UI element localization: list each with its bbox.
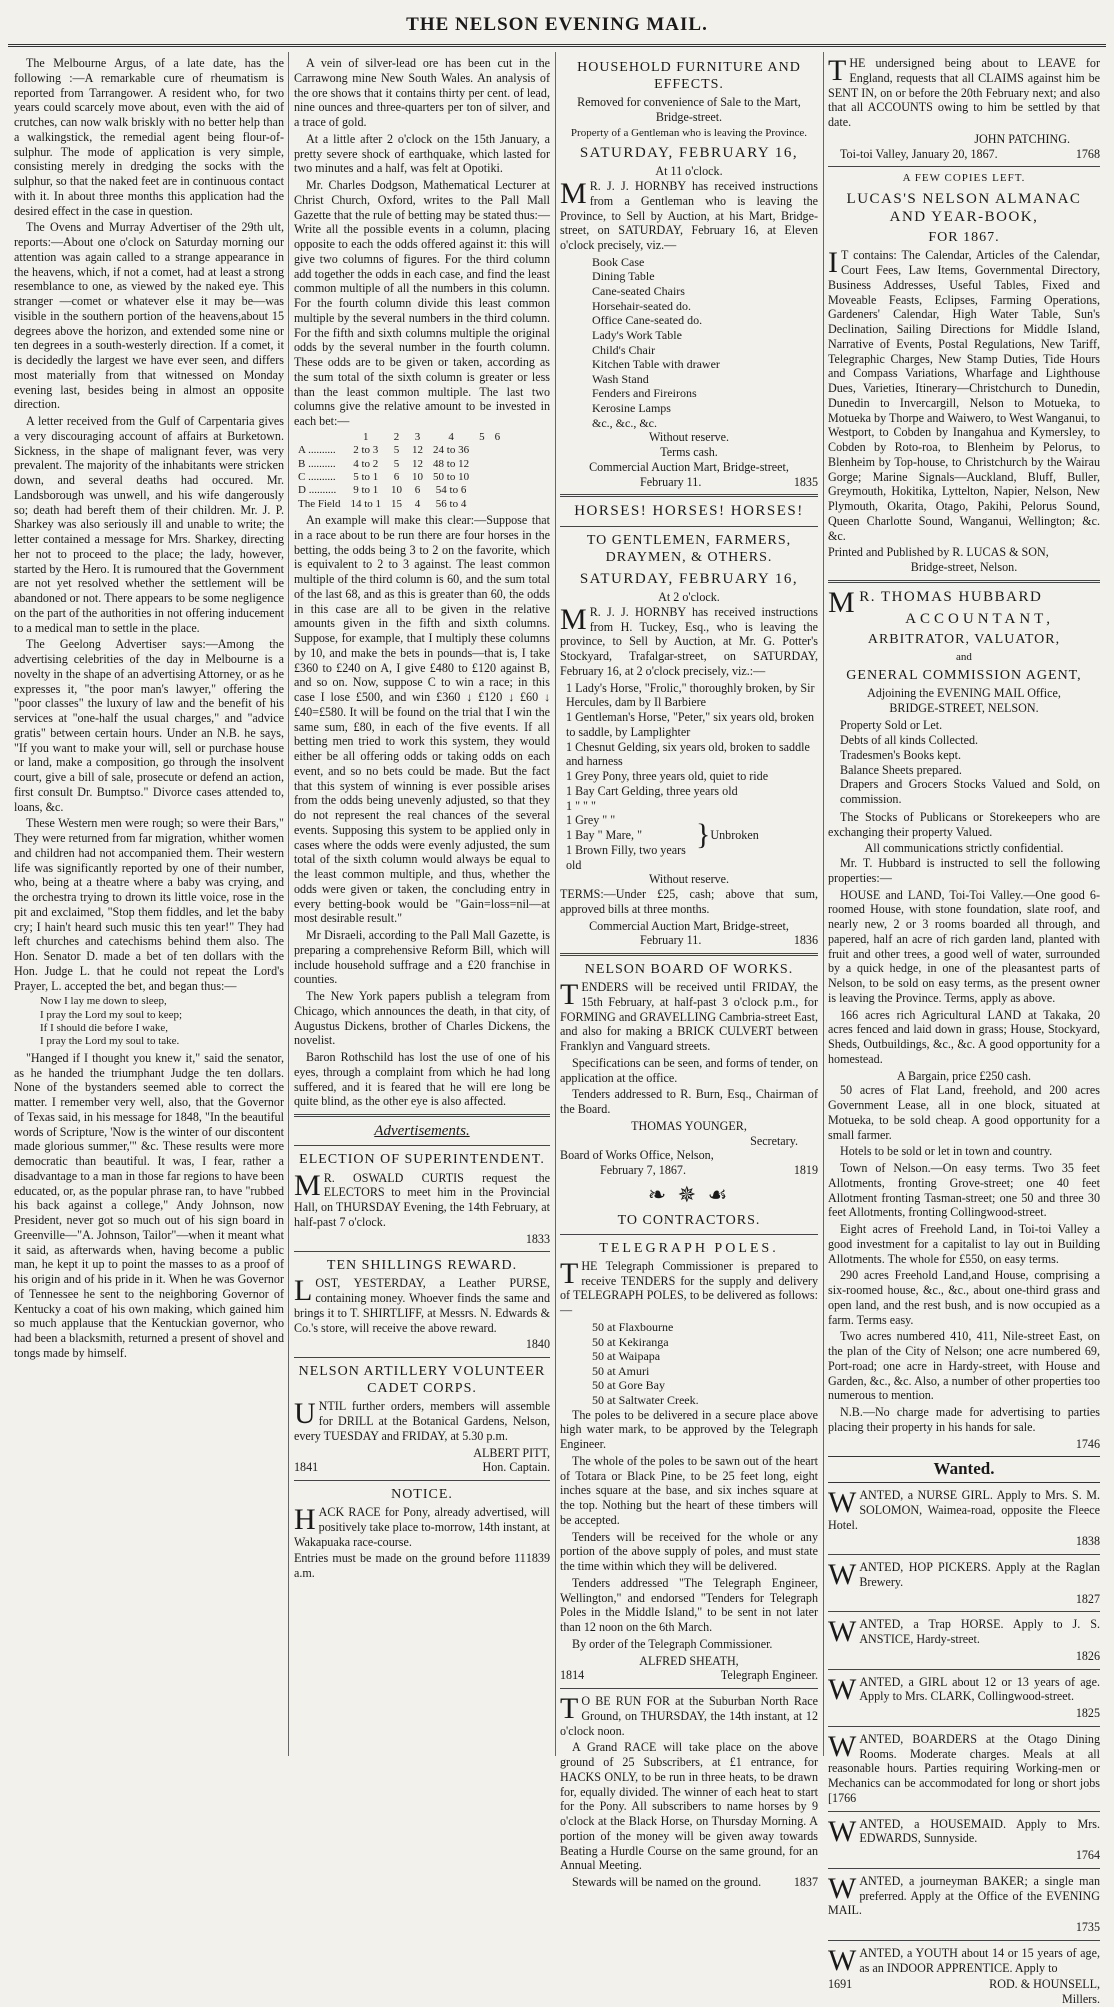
odds-header: 1: [363, 430, 369, 443]
ad-date: February 11.: [640, 474, 702, 489]
wanted-ad: [828, 1729, 1100, 1806]
odds-cell: The Field: [298, 497, 341, 510]
ad-number: 1814: [560, 1668, 585, 1683]
column-divider: [555, 52, 556, 1756]
ad-address: Commercial Auction Mart, Bridge-street,: [589, 918, 789, 933]
wanted-ad: [828, 1943, 1100, 2007]
ad-footer: [560, 933, 818, 948]
odds-cell: 4: [414, 497, 421, 510]
ad-signer: ALBERT PITT,: [473, 1445, 550, 1460]
ad-number: 1819: [793, 1163, 818, 1178]
separator: [294, 1114, 550, 1117]
drop-cap: I: [828, 246, 838, 280]
ad-title: TO CONTRACTORS.: [617, 1212, 761, 1228]
list-item: Office Cane-seated do.: [592, 313, 703, 328]
drop-cap: M: [560, 602, 587, 636]
list-item: &c., &c., &c.: [592, 415, 657, 430]
list-item: 1 " " ": [566, 798, 596, 813]
ad-body: Tenders addressed "The Telegraph Engineer, Wellington," and endorsed "Tenders for Telegraph Poles in the Middle Island," to be sent in not later than 12 noon on the 6th March.: [560, 1575, 818, 1635]
list-item: 1 Bay Cart Gelding, three years old: [566, 783, 738, 798]
wanted-text: ANTED, HOP PICKERS. Apply at the Raglan Brewery.: [859, 1560, 1100, 1589]
separator: [828, 1669, 1100, 1670]
ad-number: 1827: [1075, 1591, 1100, 1606]
odds-header: 4: [448, 430, 454, 443]
unbroken-group: [566, 799, 818, 873]
list-item: Property Sold or Let.: [840, 718, 943, 733]
service-list: [840, 718, 1100, 807]
odds-cell: C ..........: [298, 470, 336, 483]
ad-number: 1735: [1075, 1920, 1100, 1935]
ad-body: Mr. T. Hubbard is instructed to sell the following properties:—: [828, 856, 1100, 885]
separator: [828, 580, 1100, 583]
odds-cell: 14 to 1: [350, 497, 382, 510]
separator: [828, 1811, 1100, 1812]
drop-cap: W: [828, 1943, 857, 1977]
ad-number: 1825: [1075, 1706, 1100, 1721]
drop-cap: L: [294, 1274, 313, 1308]
ad-number: 1691: [828, 1977, 853, 1992]
separator: [560, 526, 818, 527]
ad-note: Without reserve.: [648, 872, 730, 887]
odds-cell: 6: [414, 484, 421, 497]
list-item: Cane-seated Chairs: [592, 284, 685, 299]
odds-cell: 12: [412, 457, 424, 470]
odds-cell: A ..........: [298, 444, 336, 457]
ad-title: HORSES! HORSES! HORSES!: [574, 503, 804, 520]
ad-body: 166 acres rich Agricultural LAND at Takaka, 20 acres fenced and laid down in grass; House, Stockyard, Sheds, Outbuildings, &c., &c. A good opportunity for a homestead.: [828, 1007, 1100, 1066]
list-item: 1 Brown Filly, two years old: [566, 842, 686, 872]
odds-header: 3: [414, 430, 421, 443]
horse-list: [566, 681, 818, 873]
drop-cap: W: [828, 1814, 857, 1848]
ad-number: 1840: [525, 1337, 550, 1352]
ad-body: Tenders will be received for the whole or any portion of the above supply of poles, and must state the time within which they will be delivered.: [560, 1529, 818, 1574]
odds-header: 2: [393, 430, 400, 443]
ad-address: Bridge-street, Nelson.: [910, 560, 1018, 575]
ad-body: Town of Nelson.—On easy terms. Two 35 feet Allotments, fronting Grove-street; one 40 feet Allotment fronting Tasman-street; one 50 and three 30 feet Allotments, fronting Collingwood-street.: [828, 1161, 1100, 1220]
drop-cap: W: [828, 1729, 857, 1763]
ad-signer: ALFRED SHEATH,: [639, 1653, 739, 1668]
list-item: 1 Gentleman's Horse, "Peter," six years old, broken to saddle, by Lamplighter: [566, 710, 815, 739]
ad-address: Toi-toi Valley, January 20, 1867.: [840, 146, 998, 161]
poem-line: Now I lay me down to sleep,: [40, 995, 167, 1008]
article-paragraph: An example will make this clear:—Suppose that in a race about to be run there are four horses in the betting, the odds being 3 to 2 on the favorite, which is equivalent to 2 to 3 against. The least common multiple of the third column is 60, and the sum total of the last 68, and as this is greater than 60, the odds in this case are all to be given in the relative amounts given in the fifth and sixth columns. Suppose, for example, that I multiply these columns by 10, and make the bets in pounds—that is, I take £360 to £240 on A, I give £480 to £120 against B, and so on. Now, suppose C to win a race; in this case I lose £500, and win £360 ↓ £120 ↓ £60 ↓ £40=£580. It will be found on the trial that I win the same sum, £80, in each of the five events. If all betting men tried to work this system, they would either be all offering odds or taking odds on each event, and so no bets could be made. But the fact that this system of winning is ever possible arises from the odds being unevenly adjusted, so that they do not represent the real chances of the several events. Supposing this system to be applied only in cases where the odds were evenly adjusted, the sum total of the sixth column would always be equal to the least common multiple, and thus, whether the odds were given or taken, the concluding entry in every betting-book would be "Gain=loss=nil—at most desirable result.": [294, 513, 550, 926]
drop-cap: W: [828, 1558, 857, 1592]
poem-line: I pray the Lord my soul to keep;: [40, 1008, 183, 1021]
ad-note: Terms cash.: [660, 445, 718, 460]
unbroken-label: Unbroken: [710, 828, 759, 843]
ad-title: NELSON ARTILLERY VOLUNTEER CADET CORPS.: [298, 1364, 546, 1397]
separator: [828, 1868, 1100, 1869]
drop-cap: W: [828, 1486, 857, 1520]
list-item: 1 Grey " ": [566, 813, 616, 828]
odds-row: [298, 471, 505, 484]
column-3: [560, 56, 819, 1890]
ad-number: 1835: [793, 474, 818, 489]
ad-body: I T contains: The Calendar, Articles of the Calendar, Court Fees, Law Items, Governmental Directory, Business Addresses, Useful Tables, Fixed and Moveable Feasts, Eclipses, Farming Operations, Gardeners' Calendar, High Water Table, Sun's Declination, Sailing Directions for Middle Island, Narrative of Events, Postal Regulations, New Tariff, Telegraphic Charges, New Stamp Duties, Tide Hours and Compass Variations, Wharfage and Lighthouse Dues, Varieties, Itinerary—Christchurch to Dunedin, Dunedin to Invercargill, Nelson to Motueka, to Motueka by Thorpe and Waiwero, to West Wanganui, to Westport, to Cobden by Inangahua and Kymersley, to Cobden by Roto-roa, to Blenheim by Pelorus, to Blenheim by Top-house, to Christchurch by the Wairau Gorge; Marine Signals—Auckland, Bluff, Buller, Greymouth, Hokitika, Lyttelton, Napier, Nelson, New Plymouth, Okarita, Otago, Pakihi, Pelorus Sound, Queen Charlotte Sound, Wanganui, Wellington; &c. &c.: [828, 246, 1100, 543]
ad-body: By order of the Telegraph Commissioner.: [572, 1636, 773, 1651]
item-list: [592, 255, 818, 431]
article-paragraph: These Western men were rough; so were their Bars," They were returned from far migration, whither women and children had not accompanied them. Their western life was significantly reported by one of their number, who, being at a theatre where a baby was crying, and the orchestra trying to drown its little voice, rose in the pit and exclaimed, "Stop them fiddles, and let the baby cry; I hain't heard such music this ten year!" They had left churches and catechisms behind them also. The Hon. Senator D. made a bet of ten dollars with the Hon. Judge L. that he could not repeat the Lord's Prayer, L. accepted the bet, and began thus:—: [14, 816, 284, 993]
ad-body: THE Telegraph Commissioner is prepared to receive TENDERS for the supply and delivery of TELEGRAPH POLES, to be delivered as follows:—: [560, 1256, 818, 1318]
ad-body: Eight acres of Freehold Land, in Toi-toi Valley a good investment for a capitalist to lay out in Building Allotments. The whole for £550, on easy terms.: [828, 1222, 1100, 1266]
wanted-heading: Wanted.: [828, 1456, 1100, 1483]
item-list: [592, 1320, 818, 1408]
odds-cell: 5: [393, 444, 400, 457]
column-divider: [823, 52, 824, 1756]
ad-pre-title: A FEW COPIES LEFT.: [902, 172, 1026, 185]
list-item: 50 at Waipapa: [592, 1349, 661, 1364]
ad-title: NOTICE.: [391, 1487, 453, 1503]
ad-address: Board of Works Office, Nelson,: [560, 1148, 714, 1163]
wanted-text: ANTED, a journeyman BAKER; a single man preferred. Apply at the Office of the EVENING MAIL.: [828, 1873, 1100, 1918]
ad-body: 50 acres of Flat Land, freehold, and 200 acres Government Lease, all in one block, situated at Motueka, to be sold cheap. A good opportunity for a small farmer.: [828, 1083, 1100, 1142]
list-item: 1 Bay " Mare, ": [566, 828, 643, 843]
poem: [40, 995, 284, 1049]
wanted-ad: [828, 1672, 1100, 1721]
article-paragraph: A letter received from the Gulf of Carpentaria gives a very discouraging account of affairs at Burketown. Sickness, in the shape of malignant fever, was very prevalent. The majority of the inhabitants were stricken down, and several deaths had occured. Mr. Landsborough was unwell, and his wife dangerously so; death had bereft them of their children. Mr. J. P. Sharkey was also seriously ill and unable to write; the letter contained a message for Mrs. Sharkey, directing her not to proceed to the place; the lady, however, started by the Hero. It is rumoured that the Government are not yet resolved whether the settlement will be abandoned or not. There appears to be some negligence on the part of the authorities in not offering inducement to a medical man to settle in the place.: [14, 414, 284, 635]
list-item: Kerosine Lamps: [592, 401, 671, 416]
column-1: [14, 56, 284, 1754]
list-item: Debts of all kinds Collected.: [840, 733, 979, 748]
ad-title: ELECTION OF SUPERINTENDENT.: [299, 1152, 545, 1168]
ad-body: HOUSE and LAND, Toi-Toi Valley.—One good 6-roomed House, with stone foundation, slate roof, and nearly new, 2 or 3 rooms boarded all through, and papered, half an acre of rich garden land, planted with fruit and other trees, a good well of water, surrounded by a quick hedge, in one of the pleasantest parts of Nelson, to be sold on easy terms, as the present owner is leaving the Province. Terms, apply as above.: [828, 887, 1100, 1005]
separator: [294, 1480, 550, 1481]
ad-number: 1833: [525, 1231, 550, 1246]
ad-title: TELEGRAPH POLES.: [599, 1240, 779, 1256]
ad-number: 1768: [1075, 146, 1100, 161]
ad-signer-title: Telegraph Engineer.: [720, 1668, 818, 1683]
list-item: Wash Stand: [592, 371, 649, 386]
ad-number: 1826: [1075, 1648, 1100, 1663]
odds-cell: D ..........: [298, 484, 337, 497]
ad-body: M R. OSWALD CURTIS request the ELECTORS to meet him in the Provincial Hall, on THURSDAY Evening, the 14th February, at half-past 7 o'clock.: [294, 1168, 550, 1229]
ad-number: 1764: [1075, 1848, 1100, 1863]
wanted-text: ANTED, a Trap HORSE. Apply to J. S. ANSTICE, Hardy-street.: [859, 1617, 1100, 1647]
wanted-ad: [828, 1871, 1100, 1935]
ad-body: UNTIL further orders, members will assemble for DRILL at the Botanical Gardens, Nelson, every TUESDAY and FRIDAY, at 5.30 p.m.: [294, 1397, 550, 1443]
list-item: 50 at Saltwater Creek.: [592, 1393, 699, 1408]
list-item: Horsehair-seated do.: [592, 298, 692, 313]
ornament-icon: ❧ ✵ ☙: [647, 1181, 731, 1207]
ad-footer: [828, 1977, 1100, 2007]
article-paragraph: Baron Rothschild has lost the use of one of his eyes, through a complaint from which he had long suffered, and it is feared that he will ere long be quite blind, as the other eye is also affected.: [294, 1050, 550, 1109]
list-item: Kitchen Table with drawer: [592, 357, 720, 372]
ad-title: TEN SHILLINGS REWARD.: [326, 1258, 518, 1274]
ad-body: Two acres numbered 410, 411, Nile-street East, on the plan of the City of Nelson; one acre numbered 69, Port-road; one acre in Hardy-street, with House and Garden, &c., &c. Also, a number of other properties too numerous to mention.: [828, 1329, 1100, 1403]
separator: [560, 953, 818, 956]
odds-cell: 10: [412, 470, 424, 483]
odds-cell: 15: [391, 497, 403, 510]
separator: [560, 494, 818, 497]
ad-signer-title: Secretary.: [750, 1133, 798, 1148]
ad-body: T O BE RUN FOR at the Suburban North Race Ground, on THURSDAY, the 14th instant, at 12 o'clock noon.: [560, 1692, 818, 1738]
ad-number: 1837: [793, 1875, 818, 1890]
odds-cell: 56 to 4: [435, 497, 467, 510]
ad-footer: [828, 147, 1100, 162]
article-paragraph: Mr. Charles Dodgson, Mathematical Lecturer at Christ Church, Oxford, writes to the Pall Mall Gazette that the rule of betting may be stated thus:—Write all the possible events in a column, placing opposite to each the odds offered against it: this will give two columns of figures. For the third column add together the odds in each case, and find the least common multiple of all the numbers in this column. For the fourth column divide this least common multiple by the several numbers in the third column. For the fifth and sixth columns multiple the original odds by the several number in the fourth column. These odds are to be given or taken, according as the sum total of the sixth column is greater or less than the least common multiple. The last two columns give the relative amount to be invested in each bet:—: [294, 178, 550, 428]
separator: [560, 1234, 818, 1235]
ad-signer-title: Hon. Captain.: [482, 1460, 550, 1475]
ad-body: The whole of the poles to be sawn out of the heart of Totara or Black Pine, to be 25 feet long, eight inches square at the base, and six inches square at the top. Nothing but the heart of these timbers will be accepted.: [560, 1453, 818, 1527]
ad-title: GENERAL COMMISSION AGENT,: [846, 667, 1082, 683]
ad-address: BRIDGE-STREET, NELSON.: [889, 700, 1039, 715]
odds-cell: 12: [412, 444, 424, 457]
ad-number: 1836: [793, 933, 818, 948]
odds-cell: 6: [393, 470, 400, 483]
separator: [828, 1611, 1100, 1612]
odds-header-row: [298, 431, 505, 444]
list-item: Fenders and Fireirons: [592, 386, 697, 401]
ad-address: Adjoining the EVENING MAIL Office,: [867, 685, 1061, 700]
ad-body: Specifications can be seen, and forms of tender, on application at the office.: [560, 1055, 819, 1085]
ad-date: February 11.: [640, 933, 702, 948]
poem-line: I pray the Lord my soul to take.: [40, 1035, 180, 1048]
column-divider: [288, 52, 289, 1756]
drop-cap: M: [828, 585, 857, 619]
drop-cap: M: [294, 1168, 321, 1202]
list-item: Tradesmen's Books kept.: [840, 747, 961, 762]
ad-body: Tenders addressed to R. Burn, Esq., Chairman of the Board.: [560, 1087, 818, 1117]
article-paragraph: Mr Disraeli, according to the Pall Mall Gazette, is preparing a comprehensive Reform Bill, which will include household suffrage and a £20 franchise in counties.: [294, 928, 550, 987]
drop-cap: T: [828, 54, 847, 87]
ad-number: 1841: [294, 1460, 319, 1475]
odds-cell: 48 to 12: [433, 457, 470, 470]
ad-number: 1838: [1075, 1534, 1100, 1549]
separator: [828, 166, 1100, 167]
ad-date: SATURDAY, FEBRUARY 16,: [579, 570, 799, 587]
ad-printer: Printed and Published by R. LUCAS & SON,: [828, 545, 1049, 560]
list-item: 1 Chesnut Gelding, six years old, broken to saddle and harness: [566, 739, 810, 769]
ad-body: 290 acres Freehold Land,and House, comprising a six-roomed house, &c., &c., about one-third grass and open land, and the rest bush, and is now occupied as a farm. Terms easy.: [828, 1268, 1100, 1327]
ad-footer: [294, 1460, 550, 1475]
odds-row: [298, 498, 505, 511]
ad-body: The poles to be delivered in a secure place above high water mark, to be approved by the Telegraph Engineer.: [560, 1407, 818, 1452]
article-paragraph: "Hanged if I thought you knew it," said the senator, as he handed the triumphant Judge the ten dollars. None of the bystanders seemed able to correct the matter. I remember very well, also, that the Governor of Texas said, in his message for 1848, "In the beautiful words of Scripture, 'Now is the winter of our discontent made glorious summer,'" &c. These results were more democratic than beautiful. It was, I fear, rather a disadvantage to a man in those far regions to have been educated, or, as the popular phrase ran, to have "rubbed his back against a college," Andy Johnson, now President, never got so much out of his sign board in Greenville—"A. Johnson, Tailor"—when it meant what it said, as afterwards when, having become a public man, he kept it up to point the masses to as a proof of his origin and of his pride in it. When he was Governor of Tennessee he sent to the neighboring Governor of Kentucky a coat of his own making, which gained him so much applause that the Kentuckian governor, who had been a blacksmith, returned a present of shovel and tongs made by himself.: [14, 1050, 284, 1360]
drop-cap: U: [294, 1397, 316, 1431]
separator: [294, 1145, 550, 1146]
list-item: Balance Sheets prepared.: [840, 762, 962, 777]
column-2: [294, 56, 550, 1754]
column-4: [828, 54, 1100, 2007]
odds-header: 5: [479, 430, 485, 443]
drop-cap: W: [828, 1871, 857, 1905]
ad-body: All communications strictly confidential.: [864, 841, 1064, 856]
list-item: Book Case: [592, 254, 645, 269]
ad-body: HACK RACE for Pony, already advertised, will positively take place to-morrow, 14th instant, at Wakapuaka race-course.: [294, 1503, 550, 1549]
ad-title: NELSON BOARD OF WORKS.: [584, 962, 794, 978]
ad-note: Without reserve.: [648, 430, 730, 445]
list-item: 50 at Kekiranga: [592, 1334, 669, 1349]
ad-signer: JOHN PATCHING.: [974, 131, 1070, 146]
drop-cap: W: [828, 1672, 857, 1706]
ad-subtitle: TO GENTLEMEN, FARMERS, DRAYMEN, & OTHERS.: [586, 532, 792, 565]
ad-body: M R. J. J. HORNBY has received instructions from H. Tuckey, Esq., who is leaving the province, to Sell by Auction, at Mr. G. Potter's Stockyard, Trafalgar-street, on SATURDAY, February 16, at 2 o'clock precisely, viz.:—: [560, 602, 818, 678]
masthead: THE NELSON EVENING MAIL.: [406, 14, 708, 35]
list-item: 50 at Flaxbourne: [592, 1319, 674, 1334]
drop-cap: T: [560, 1256, 579, 1290]
wanted-text: ANTED, a GIRL about 12 or 13 years of age. Apply to Mrs. CLARK, Collingwood-street.: [859, 1674, 1100, 1704]
separator: [560, 1688, 818, 1689]
list-item: Child's Chair: [592, 342, 656, 357]
ad-body: LOST, YESTERDAY, a Leather PURSE, containing money. Whoever finds the same and brings it to T. SHIRTLIFF, at Messrs. N. Edwards & Co.'s store, will receive the above reward.: [294, 1274, 550, 1335]
odds-header: 6: [494, 430, 501, 443]
ad-number: [1766: [828, 1790, 857, 1805]
ad-signer: THOMAS YOUNGER,: [631, 1118, 747, 1133]
odds-row: [298, 444, 505, 457]
drop-cap: H: [294, 1503, 316, 1537]
list-item: 50 at Gore Bay: [592, 1378, 665, 1393]
list-item: Lady's Work Table: [592, 327, 682, 342]
ad-body: N.B.—No charge made for advertising to parties placing their property in his hands for sale.: [828, 1405, 1100, 1434]
ad-body: Entries must be made on the ground before 11 a.m.: [294, 1551, 526, 1581]
ad-body: A Grand RACE will take place on the above ground of 25 Subscribers, at £1 entrance, for HACKS ONLY, to be run in three heats, to be drawn for, equally divided. The winner of each heat to start for the Pony. All subscribers to name horses by 9 o'clock at the Black Horse, on Thursday Morning. A portion of the money will be given away towards Beating a Hurdle Course on the same ground, for an Annual Meeting.: [560, 1740, 818, 1873]
ad-body: Hotels to be sold or let in town and country.: [840, 1144, 1053, 1159]
ad-title: ACCOUNTANT,: [905, 611, 1054, 628]
ad-number: 1746: [1075, 1436, 1100, 1451]
separator: [294, 1251, 550, 1252]
wanted-ad: [828, 1488, 1100, 1549]
odds-table: [298, 431, 505, 511]
odds-cell: 9 to 1: [353, 484, 379, 497]
odds-cell: 24 to 36: [433, 444, 470, 457]
ad-footer: [560, 1668, 818, 1683]
article-paragraph: The Ovens and Murray Advertiser of the 29th ult, reports:—About one o'clock on Saturday morning our attention was again called to a strange appearance in the heavens, which, if not a comet, had at least a strong resemblance to one, as viewed by the naked eye. This stranger —comet or whatever else it may be—was visible in the southern portion of the heavens,about 15 degrees above the horizon, and extended some nine or ten degrees in a south-westerly direction. If a comet, it is decidedly the largest we have ever seen, and differs most materially from that witnessed on Monday evening last, besides being in almost an opposite direction.: [14, 220, 284, 412]
ad-time: At 2 o'clock.: [658, 590, 720, 605]
ad-footer: [560, 1875, 818, 1890]
separator: [294, 1357, 550, 1358]
odds-cell: 10: [391, 484, 403, 497]
wanted-ad: [828, 1560, 1100, 1606]
odds-cell: 2 to 3: [353, 444, 379, 457]
drop-cap: M: [560, 177, 587, 211]
wanted-ad: [828, 1814, 1100, 1863]
ad-signer: ROD. & HOUNSELL,: [989, 1977, 1100, 1992]
wanted-text: ANTED, BOARDERS at the Otago Dining Rooms. Moderate charges. Meals at all reasonable hours. Parties requiring Working-men or Mechanics can be accommodated for long or short jobs: [828, 1731, 1100, 1791]
list-item: Dining Table: [592, 269, 655, 284]
ad-date: SATURDAY, FEBRUARY 16,: [579, 145, 799, 162]
wanted-text: ANTED, a YOUTH about 14 or 15 years of age, as an INDOOR APPRENTICE. Apply to: [859, 1945, 1100, 1975]
ad-title: ARBITRATOR, VALUATOR,: [867, 632, 1061, 648]
list-item: 1 Grey Pony, three years old, quiet to ride: [566, 769, 769, 784]
ad-subtitle: Property of a Gentleman who is leaving the Province.: [570, 126, 808, 139]
ad-address: Commercial Auction Mart, Bridge-street,: [589, 459, 789, 474]
ad-body: The Stocks of Publicans or Storekeepers who are exchanging their property Valued.: [828, 809, 1100, 839]
drop-cap: T: [560, 978, 579, 1012]
poem-line: If I should die before I wake,: [40, 1022, 168, 1035]
drop-cap: T: [560, 1692, 579, 1726]
odds-row: [298, 484, 505, 497]
odds-cell: 5: [393, 457, 400, 470]
separator: [828, 1554, 1100, 1555]
ad-body: M R. J. J. HORNBY has received instructions from a Gentleman who is leaving the Province, to Sell by Auction, at his Mart, Bridge-street, on SATURDAY, February 16, at Eleven o'clock precisely, viz.—: [560, 177, 818, 253]
odds-cell: 54 to 6: [435, 484, 467, 497]
odds-cell: B ..........: [298, 457, 336, 470]
odds-cell: 4 to 2: [353, 457, 379, 470]
wanted-ad: [828, 1617, 1100, 1663]
separator: [828, 1940, 1100, 1941]
article-paragraph: At a little after 2 o'clock on the 15th January, a pretty severe shock of earthquake, which lasted for two minutes and a half, was felt at Opotiki.: [294, 131, 550, 176]
list-item: 1 Lady's Horse, "Frolic," thoroughly broken, by Sir Hercules, dam by Il Barbiere: [566, 680, 815, 710]
ad-and: and: [956, 650, 972, 663]
ad-body: THE undersigned being about to LEAVE for England, requests that all CLAIMS against him be SENT IN, on or before the 20th February next; and also that all ACCOUNTS owing to him be settled by that date.: [828, 54, 1100, 129]
ad-title: HOUSEHOLD FURNITURE AND EFFECTS.: [577, 60, 801, 93]
odds-row: [298, 458, 505, 471]
drop-cap: W: [828, 1615, 857, 1649]
odds-cell: 5 to 1: [353, 470, 379, 483]
wanted-text: ANTED, a HOUSEMAID. Apply to Mrs. EDWARDS, Sunnyside.: [859, 1816, 1100, 1846]
ad-title: LUCAS'S NELSON ALMANAC AND YEAR-BOOK,: [846, 190, 1082, 225]
ad-time: At 11 o'clock.: [655, 164, 723, 179]
wanted-text: ANTED, a NURSE GIRL. Apply to Mrs. S. M. SOLOMON, Waimea-road, opposite the Fleece Hotel.: [828, 1488, 1100, 1532]
ad-footer: [560, 1163, 818, 1178]
ad-footer: [560, 475, 818, 490]
list-item: Drapers and Grocers Stocks Valued and Sold, on commission.: [840, 777, 1100, 807]
list-item: 50 at Amuri: [592, 1363, 650, 1378]
article-paragraph: The Melbourne Argus, of a late date, has the following :—A remarkable cure of rheumatism is reported from Tarrangower. A resident who, for two years could scarcely move about, even with the aid of crutches, can now walk briskly with no better help than a walkingstick, the remedial agent being flour-of-sulphur. The mode of application is very simple, consisting merely in dredging the socks with the sulphur, so that the naked feet are in continuous contact with it. In about three months this application had the desired effect in the case in question.: [14, 56, 284, 218]
ad-number: 1839: [525, 1551, 550, 1566]
ad-terms: TERMS:—Under £25, cash; above that sum, approved bills at three months.: [560, 887, 818, 916]
ad-footer: [294, 1551, 550, 1581]
separator: [828, 1726, 1100, 1727]
article-paragraph: The New York papers publish a telegram from Chicago, which announces the death, in that city, of Augustus Dickens, brother of Charles Dickens, the novelist.: [294, 989, 550, 1048]
article-paragraph: A vein of silver-lead ore has been cut in the Carrawong mine New South Wales. An analysis of the ore shows that it contains thirty per cent. of lead, nine ounces and three-quarters per ton of silver, and a trace of gold.: [294, 56, 550, 129]
advertisements-heading: Advertisements.: [374, 1123, 470, 1140]
ad-body: Stewards will be named on the ground.: [572, 1875, 762, 1890]
ad-body: A Bargain, price £250 cash.: [896, 1068, 1032, 1083]
ad-title: M R. THOMAS HUBBARD: [828, 585, 1043, 619]
ad-body: TENDERS will be received until FRIDAY, the 15th February, at half-past 3 o'clock p.m., for FORMING and GRAVELLING Cambria-street East, and also for making a BRICK CULVERT between Franklyn and Vanguard streets.: [560, 978, 818, 1054]
ad-signer-title: Millers.: [1062, 1992, 1100, 2007]
ad-date: February 7, 1867.: [600, 1163, 686, 1178]
ad-subtitle: Removed for convenience of Sale to the Mart, Bridge-street.: [577, 95, 801, 124]
ad-subtitle: FOR 1867.: [928, 230, 1000, 246]
article-paragraph: The Geelong Advertiser says:—Among the advertising celebrities of the day in Melbourne is a novelty in the shape of an advertising Attorney, or as he expresses it, "the poor man's lawyer," offering the "poor classes" the luxury of law and the benefit of his services at "one-half the usual charges," and "advice gratis" between certain hours. Under an N.B. he says, "If you want to make your will, sell or purchase house or land, make a composition, go through the insolvent court, give a bill of sale, prosecute or defend an action, first consult Dr. Bumptso." Divorce cases attended to, loans, &c.: [14, 637, 284, 814]
masthead-rule: [8, 44, 1106, 47]
brace-icon: }: [696, 818, 711, 852]
odds-cell: 50 to 10: [433, 470, 470, 483]
